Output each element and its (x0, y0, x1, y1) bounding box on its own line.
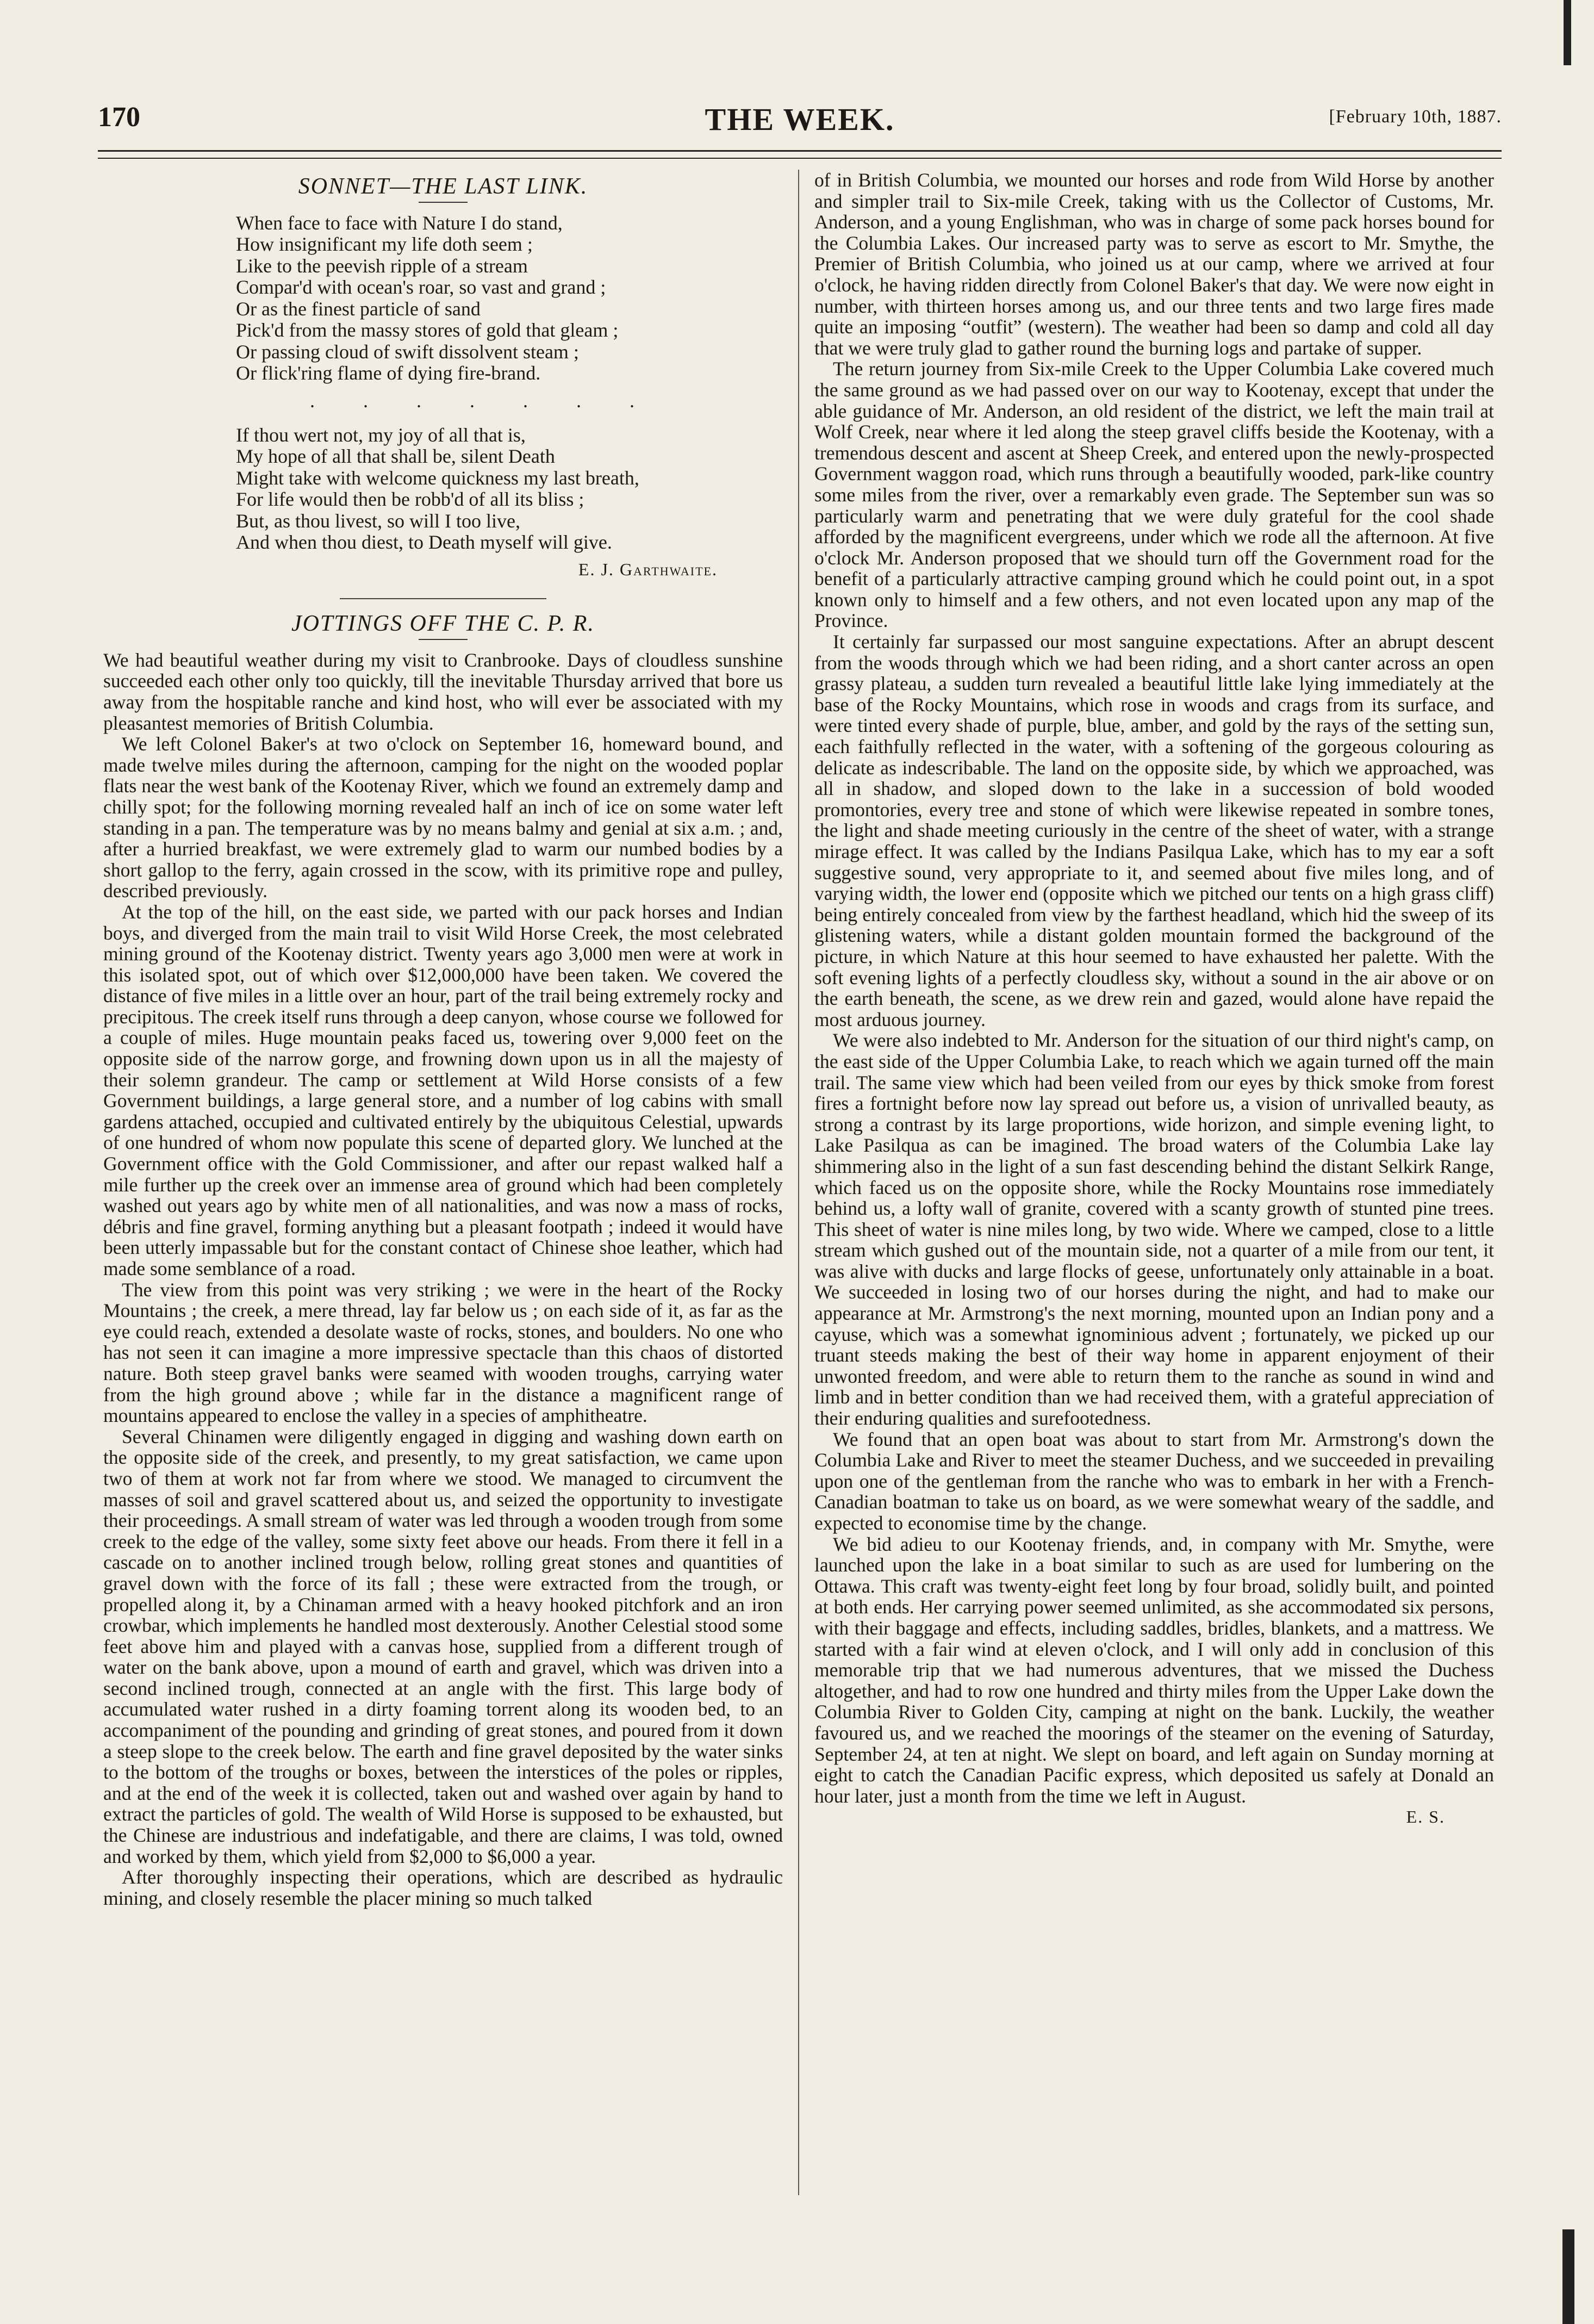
article-paragraph: We were also indebted to Mr. Anderson for the situation of our third night's camp, on the east side of the Upper Columbia Lake, to reach which we again turned off the main trail. The same view which had been veiled from our eyes by thick smoke from forest fires a fortnight before now lay spread out before us, a vision of unrivalled beauty, as strong a contrast by its large proportions, wide horizon, and simple evening light, to Lake Pasilqua as can be imagined. The broad waters of the Columbia Lake lay shimmering also in the light of a sun fast descending behind the distant Selkirk Range, which faced us on the opposite shore, while the Rocky Mountains rose immediately behind us, a lofty wall of granite, covered with a scanty growth of stunted pine trees. This sheet of water is nine miles long, by two wide. Where we camped, close to a little stream which gushed out of the mountain side, not a quarter of a mile from our tent, it was alive with ducks and large flocks of geese, unfortunately only attainable in a boat. We succeeded in losing two of our horses during the night, and had to make our appearance at Mr. Armstrong's the next morning, mounted upon an Indian pony and a cayuse, which was a somewhat ignominious advent ; fortunately, we picked up our truant steeds making the best of their way home in apparent enjoyment of their unwonted freedom, and were able to return them to the ranche as sound in wind and limb and in better condition than we had received them, with a grateful appreciation of their enduring qualities and surefootedness. (814, 1029, 1494, 1430)
sonnet-line: If thou wert not, my joy of all that is, (236, 424, 526, 446)
sonnet-line: How insignificant my life doth seem ; (236, 233, 533, 256)
sonnet-line: Like to the peevish ripple of a stream (236, 254, 528, 277)
sonnet-line: Compar'd with ocean's roar, so vast and grand ; (236, 276, 606, 299)
header-rule-top (98, 150, 1502, 152)
header-rule-bottom (98, 158, 1502, 159)
sonnet-line: Or passing cloud of swift dissolvent steam ; (236, 340, 579, 363)
column-divider (798, 170, 799, 2195)
sonnet-line: Might take with welcome quickness my last breath, (236, 467, 639, 489)
article-paragraph: We had beautiful weather during my visit to Cranbrooke. Days of cloudless sunshine succeeded each other only too quickly, till the inevitable Thursday arrived that bore us away from the hospitable ranche and kind host, who will ever be associated with my pleasantest memories of British Columbia. (103, 649, 783, 734)
article-paragraph: The view from this point was very striking ; we were in the heart of the Rocky Mountains ; the creek, a mere thread, lay far below us ; on each side of it, as far as the eye could reach, extended a desolate waste of rocks, stones, and boulders. No one who has not seen it can imagine a more impressive spectacle than this chaos of distorted nature. Both steep gravel banks were seamed with wooden troughs, carrying water from the high ground above ; while far in the distance a magnificent range of mountains appeared to enclose the valley in a species of amphitheatre. (103, 1278, 783, 1427)
page-header (98, 101, 1502, 139)
sonnet-line: Or flick'ring flame of dying fire-brand. (236, 362, 541, 384)
sonnet-title-rule (419, 202, 468, 203)
section-divider (340, 598, 546, 599)
sonnet-title: SONNET—THE LAST LINK. (298, 174, 588, 199)
article-paragraph: We left Colonel Baker's at two o'clock on September 16, homeward bound, and made twelve miles during the afternoon, camping for the night on the wooded poplar flats near the west bank of the Kootenay River, which we found an extremely damp and chilly spot; for the following morning revealed half an inch of ice on some water left standing in a pan. The temperature was by no means balmy and genial at six a.m. ; and, after a hurried breakfast, we were extremely glad to warm our numbed bodies by a short gallop to the ferry, again crossed in the scow, with its primitive rope and pulley, described previously. (103, 733, 783, 902)
binding-mark (1564, 0, 1571, 65)
binding-mark (1562, 2229, 1574, 2324)
sonnet-author: E. J. Garthwaite. (578, 559, 718, 579)
article-paragraph: We bid adieu to our Kootenay friends, and, in company with Mr. Smythe, were launched upon the lake in a boat similar to such as are used for lumbering on the Ottawa. This craft was twenty-eight feet long by four broad, solidly built, and pointed at both ends. Her carrying power seemed unlimited, as she accommodated six persons, with their baggage and effects, including saddles, bridles, blankets, and a mattress. We started with a fair wind at eleven o'clock, and I will only add in conclusion of this memorable trip that we had numerous adventures, that we missed the Duchess altogether, and had to row one hundred and thirty miles from the Upper Lake down the Columbia River to Golden City, camping at night on the bank. Luckily, the weather favoured us, and we reached the moorings of the steamer on the evening of Saturday, September 24, at ten at night. We slept on board, and left again on Sunday morning at eight to catch the Canadian Pacific express, which deposited us safely at Donald an hour later, just a month from the time we left in August. (814, 1533, 1494, 1807)
article-paragraph: After thoroughly inspecting their operations, which are described as hydraulic mining, and closely resemble the placer mining so much talked (103, 1866, 783, 1909)
sonnet-line: My hope of all that shall be, silent Death (236, 445, 555, 468)
sonnet-stanza-1 (103, 213, 783, 384)
sonnet-line: And when thou diest, to Death myself will give. (236, 531, 612, 554)
article-paragraph: It certainly far surpassed our most sanguine expectations. After an abrupt descent from the woods through which we had been riding, and a short canter across an open grassy plateau, a sudden turn revealed a beautiful little lake lying immediately at the base of the Rocky Mountains, which rose in woods and crags from its surface, and were tinted every shade of purple, blue, amber, and gold by the rays of the setting sun, each faithfully reflected in the water, with a softening of the gorgeous colouring as delicate as indescribable. The land on the opposite side, by which we approached, was all in shadow, and sloped down to the lake in a succession of bold wooded promontories, every tree and stone of which were likewise repeated in sombre tones, the light and shade meeting curiously in the centre of the sheet of water, with a strange mirage effect. It was called by the Indians Pasilqua Lake, which has to my ear a soft suggestive sound, very appropriate to it, and seemed about five miles long, and of varying width, the lower end (opposite which we pitched our tents on a high grass cliff) being entirely concealed from view by the farthest headland, which hid the sweep of its glistening waters, while a distant golden mountain formed the background of the picture, in which Nature at this hour seemed to have exhausted her palette. With the soft evening lights of a perfectly cloudless sky, without a sound in the air above or on the earth beneath, the scene, as we drew rein and gazed, would alone have repaid the most arduous journey. (814, 631, 1494, 1030)
article-title-rule (419, 639, 468, 640)
article-paragraph: of in British Columbia, we mounted our horses and rode from Wild Horse by another and simpler trail to Six-mile Creek, taking with us the Collector of Customs, Mr. Anderson, and a young Englishman, who was in charge of some pack horses bound for the Columbia Lakes. Our increased party was to serve as escort to Mr. Smythe, the Premier of British Columbia, who joined us at our camp, where we arrived at four o'clock, he having ridden directly from Colonel Baker's that day. We were now eight in number, with thirteen horses among us, and our three tents and two large fires made quite an imposing “outfit” (western). The weather had been so damp and cold all day that we were truly glad to gather round the burning logs and partake of supper. (814, 169, 1494, 359)
sonnet-ellipsis: . . . . . . . (310, 389, 656, 412)
sonnet-line: Pick'd from the massy stores of gold that gleam ; (236, 319, 619, 341)
article-paragraph: At the top of the hill, on the east side, we parted with our pack horses and Indian boys, and diverged from the main trail to visit Wild Horse Creek, the most celebrated mining ground of the Kootenay district. Twenty years ago 3,000 men were at work in this isolated spot, out of which over $12,000,000 have been taken. We covered the distance of five miles in a little over an hour, part of the trail being extremely rocky and precipitous. The creek itself runs through a deep canyon, whose course we followed for a couple of miles. Huge mountain peaks faced us, towering over 9,000 feet on the opposite side of the narrow gorge, and frowning down upon us in all the majesty of their solemn grandeur. The camp or settlement at Wild Horse consists of a few Government buildings, a large general store, and a number of log cabins with small gardens attached, occupied and cultivated entirely by the ubiquitous Celestial, upwards of one hundred of whom now populate this scene of departed glory. We lunched at the Government office with the Gold Commissioner, and after our repast walked half a mile further up the creek over an immense area of ground which had been completely washed out years ago by white men of all nationalities, and was now a mass of rocks, débris and fine gravel, forming anything but a pleasant footpath ; indeed it would have been utterly impassable but for the constant contact of Chinese shoe leather, which had made some semblance of a road. (103, 900, 783, 1279)
article-title: JOTTINGS OFF THE C. P. R. (291, 611, 595, 637)
sonnet-line: Or as the finest particle of sand (236, 297, 481, 320)
article-paragraph: The return journey from Six-mile Creek to the Upper Columbia Lake covered much the same ground as we had passed over on our way to Kootenay, except that under the able guidance of Mr. Anderson, an old resident of the district, we left the main trail at Wolf Creek, near where it led along the steep gravel cliffs beside the Kootenay, with a tremendous descent and ascent at Sheep Creek, and entered upon the newly-prospected Government waggon road, which runs through a beautifully wooded, park-like country some miles from the river, over a remarkably even grade. The September sun was so particularly warm and penetrating that we were duly grateful for the cool shade afforded by the magnificent evergreens, under which we rode all the afternoon. At five o'clock Mr. Anderson proposed that we should turn off the Government road for the benefit of a particularly attractive camping ground which he could point out, in a spot known only to himself and a few others, and not even located upon any map of the Province. (814, 358, 1494, 632)
sonnet-stanza-2 (103, 425, 783, 554)
right-column (814, 170, 1494, 1828)
masthead-title: THE WEEK. (705, 102, 895, 137)
page-number: 170 (98, 102, 140, 133)
sonnet-line: When face to face with Nature I do stand, (236, 212, 563, 234)
sonnet-line: For life would then be robb'd of all its bliss ; (236, 488, 584, 511)
left-column (103, 170, 783, 1909)
article-paragraph: We found that an open boat was about to start from Mr. Armstrong's down the Columbia Lake and River to meet the steamer Duchess, and we succeeded in prevailing upon one of the gentleman from the ranche who was to embark in her with a French-Canadian boatman to take us on board, as we were somewhat weary of the saddle, and expected to economise time by the change. (814, 1428, 1494, 1534)
issue-date: [February 10th, 1887. (1329, 107, 1502, 127)
article-paragraph: Several Chinamen were diligently engaged in digging and washing down earth on the opposite side of the creek, and presently, to my great satisfaction, we came upon two of them at work not far from where we stood. We managed to circumvent the masses of soil and gravel scattered about us, and seized the opportunity to investigate their proceedings. A small stream of water was led through a wooden trough from some creek to the edge of the valley, some sixty feet above our heads. From there it fell in a cascade on to another inclined trough below, rolling great stones and quantities of gravel down with the force of its fall ; these were extracted from the trough, or propelled along it, by a Chinaman armed with a heavy hooked pitchfork and an iron crowbar, which implements he handled most dexterously. Another Celestial stood some feet above him and played with a canvas hose, supplied from a different trough of water on the bank above, upon a mound of earth and gravel, which was driven into a second inclined trough, connected at an angle with the first. This large body of accumulated water rushed in a dirty foaming torrent along its wooden bed, to an accompaniment of the pounding and grinding of great stones, and poured from it down a steep slope to the creek below. The earth and fine gravel deposited by the water sinks to the bottom of the troughs or boxes, between the interstices of the poles or ripples, and at the end of the week it is collected, taken out and washed over again by hand to extract the particles of gold. The wealth of Wild Horse is supposed to be exhausted, but the Chinese are industrious and indefatigable, and there are claims, I was told, owned and worked by them, which yield from $2,000 to $6,000 a year. (103, 1425, 783, 1867)
article-signoff: E. S. (1406, 1807, 1445, 1827)
sonnet-line: But, as thou livest, so will I too live, (236, 509, 520, 532)
